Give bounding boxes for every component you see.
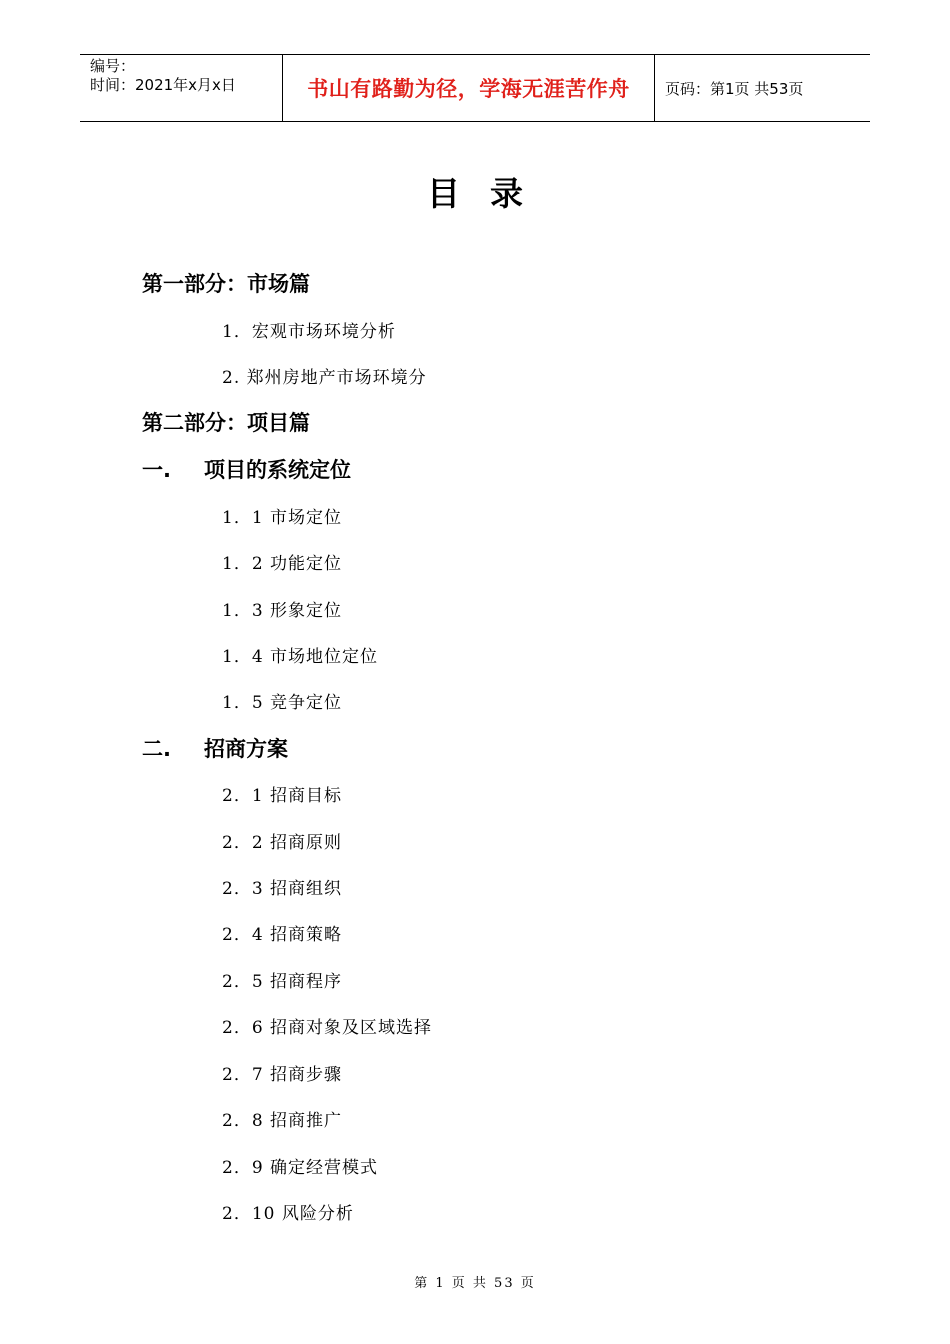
toc-item: 2．2 招商原则 [222, 833, 343, 853]
toc-item: 2．7 招商步骤 [222, 1065, 343, 1085]
chapter-label: 项目的系统定位 [204, 458, 351, 482]
toc-item: 2．8 招商推广 [222, 1111, 343, 1131]
toc-chapter-2 [142, 733, 288, 763]
toc-item: 1．宏观市场环境分析 [222, 322, 396, 342]
toc-item: 2. 郑州房地产市场环境分 [222, 368, 427, 388]
toc-item: 1．4 市场地位定位 [222, 647, 379, 667]
toc-item: 2．4 招商策略 [222, 925, 343, 945]
toc-item: 1．5 竞争定位 [222, 693, 343, 713]
chapter-number: 二. [142, 737, 171, 761]
toc-item: 1．2 功能定位 [222, 554, 343, 574]
toc-item: 2．10 风险分析 [222, 1204, 354, 1224]
toc-item: 2．6 招商对象及区域选择 [222, 1018, 433, 1038]
toc-part-2: 第二部分：项目篇 [142, 411, 310, 435]
toc-item: 2．3 招商组织 [222, 879, 343, 899]
serial-number-label: 编号： [90, 57, 136, 75]
toc-item: 2．1 招商目标 [222, 786, 343, 806]
chapter-label: 招商方案 [204, 737, 288, 761]
toc-chapter-1 [142, 454, 351, 484]
chapter-number: 一. [142, 458, 171, 482]
header-page-info: 页码：第1页 共53页 [665, 79, 804, 98]
toc-item: 2．5 招商程序 [222, 972, 343, 992]
date-label: 时间：2021年x月x日 [90, 76, 236, 94]
toc-item: 2．9 确定经营模式 [222, 1158, 379, 1178]
toc-part-1: 第一部分：市场篇 [142, 272, 310, 296]
toc-item: 1．1 市场定位 [222, 508, 343, 528]
page-footer: 第 1 页 共 53 页 [414, 1276, 536, 1291]
toc-item: 1．3 形象定位 [222, 601, 343, 621]
page-title: 目录 [427, 174, 553, 213]
header-motto: 书山有路勤为径，学海无涯苦作舟 [307, 76, 630, 101]
